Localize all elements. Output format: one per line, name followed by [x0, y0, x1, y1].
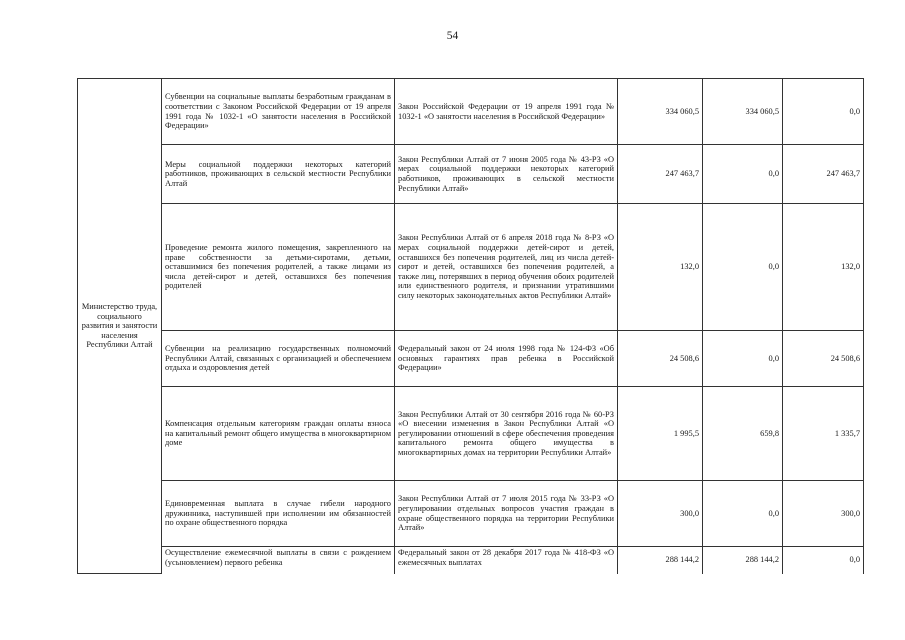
- amount-2-cell: 24 508,6: [783, 331, 864, 387]
- law-cell: Федеральный закон от 28 декабря 2017 года № 418-ФЗ «О ежемесячных выплатах: [395, 547, 618, 574]
- purpose-cell: Проведение ремонта жилого помещения, закрепленного на праве собственности за детьми-сиротами, детьми, оставшимися без попечения родителей, а также лицами из числа детей-сирот и детей, оставшихся без попечения родителей: [162, 204, 395, 331]
- ministry-cell: Министерство труда, социального развития и занятости населения Республики Алтай: [78, 79, 162, 574]
- total-cell: 334 060,5: [618, 79, 703, 145]
- amount-2-cell: 1 335,7: [783, 387, 864, 481]
- amount-2-cell: 132,0: [783, 204, 864, 331]
- table-row: [78, 547, 864, 574]
- table-row: [78, 481, 864, 547]
- amount-1-cell: 288 144,2: [703, 547, 783, 574]
- total-cell: 288 144,2: [618, 547, 703, 574]
- total-cell: 300,0: [618, 481, 703, 547]
- table-row: [78, 387, 864, 481]
- amount-2-cell: 0,0: [783, 547, 864, 574]
- amount-1-cell: 0,0: [703, 481, 783, 547]
- law-cell: Закон Республики Алтай от 6 апреля 2018 года № 8-РЗ «О мерах социальной поддержки детей-сирот и детей, оставшихся без попечения родителей, лиц из числа детей-сирот и детей, оставшихся без попечения родителей, а также лиц, потерявших в период обучения обоих родителей или единственного родителя, и признании утратившими силу некоторых законодательных актов Республики Алтай»: [395, 204, 618, 331]
- amount-1-cell: 0,0: [703, 331, 783, 387]
- amount-1-cell: 0,0: [703, 145, 783, 204]
- amount-1-cell: 659,8: [703, 387, 783, 481]
- table-row: [78, 331, 864, 387]
- total-cell: 247 463,7: [618, 145, 703, 204]
- budget-table: [77, 78, 864, 574]
- law-cell: Федеральный закон от 24 июля 1998 года № 124-ФЗ «Об основных гарантиях прав ребенка в Российской Федерации»: [395, 331, 618, 387]
- law-cell: Закон Республики Алтай от 30 сентября 2016 года № 60-РЗ «О внесении изменения в Закон Республики Алтай «О регулировании отношений в сфере обеспечения проведения капитального ремонта общего имущества в многоквартирных домах на территории Республики Алтай»: [395, 387, 618, 481]
- purpose-cell: Субвенции на реализацию государственных полномочий Республики Алтай, связанных с организацией и обеспечением отдыха и оздоровления детей: [162, 331, 395, 387]
- page-number: 54: [446, 30, 459, 42]
- purpose-cell: Компенсация отдельным категориям граждан оплаты взноса на капитальный ремонт общего имущества в многоквартирном доме: [162, 387, 395, 481]
- law-cell: Закон Республики Алтай от 7 июля 2015 года № 33-РЗ «О регулировании отдельных вопросов участия граждан в охране общественного порядка на территории Республики Алтай»: [395, 481, 618, 547]
- purpose-cell: Субвенции на социальные выплаты безработным гражданам в соответствии с Законом Российской Федерации от 19 апреля 1991 года № 1032-1 «О занятости населения в Российской Федерации»: [162, 79, 395, 145]
- total-cell: 1 995,5: [618, 387, 703, 481]
- total-cell: 24 508,6: [618, 331, 703, 387]
- table-row: [78, 79, 864, 145]
- amount-1-cell: 0,0: [703, 204, 783, 331]
- purpose-cell: Единовременная выплата в случае гибели народного дружинника, наступившей при исполнении им обязанностей по охране общественного порядка: [162, 481, 395, 547]
- amount-2-cell: 0,0: [783, 79, 864, 145]
- table-row: [78, 145, 864, 204]
- purpose-cell: Меры социальной поддержки некоторых категорий работников, проживающих в сельской местности Республики Алтай: [162, 145, 395, 204]
- law-cell: Закон Республики Алтай от 7 июня 2005 года № 43-РЗ «О мерах социальной поддержки некоторых категорий работников, проживающих в сельской местности Республики Алтай»: [395, 145, 618, 204]
- table-row: [78, 204, 864, 331]
- amount-2-cell: 300,0: [783, 481, 864, 547]
- total-cell: 132,0: [618, 204, 703, 331]
- purpose-cell: Осуществление ежемесячной выплаты в связи с рождением (усыновлением) первого ребенка: [162, 547, 395, 574]
- amount-2-cell: 247 463,7: [783, 145, 864, 204]
- law-cell: Закон Российской Федерации от 19 апреля 1991 года № 1032-1 «О занятости населения в Российской Федерации»: [395, 79, 618, 145]
- amount-1-cell: 334 060,5: [703, 79, 783, 145]
